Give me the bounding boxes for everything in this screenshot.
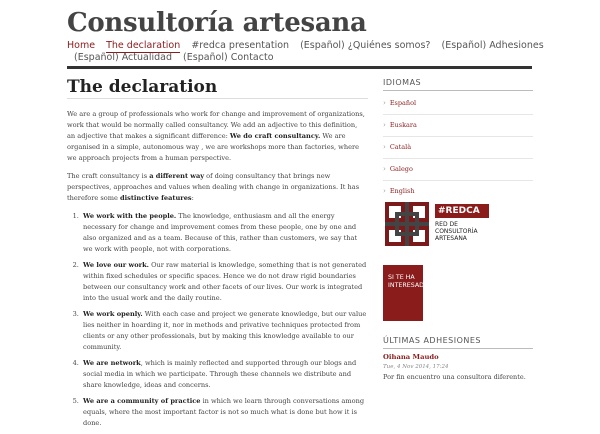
header-divider <box>67 66 532 69</box>
adhesions-divider <box>383 348 533 349</box>
list-item: 5. We are a community of practice in which we learn through conversations among equals, where the most important factor is not so much what is done but how it is done. <box>81 396 367 429</box>
language-link-eu[interactable]: › Euskara <box>383 115 533 137</box>
nav-item-quienes-somos[interactable]: (Español) ¿Quiénes somos? <box>300 40 431 51</box>
redca-subtitle: RED DE CONSULTORÍA ARTESANA <box>435 221 478 242</box>
sidebar-languages <box>383 78 533 202</box>
main-navigation <box>67 40 544 64</box>
redca-tag: #REDCA <box>435 204 489 218</box>
language-link-en[interactable]: › English <box>383 187 415 195</box>
list-item: 4. We are network, which is mainly reflected and supported through our blogs and social media in which we participate. Through these channels we distribute and share knowledge, ideas and concerns. <box>81 358 367 391</box>
chevron-right-icon: › <box>383 165 386 173</box>
title-divider <box>67 98 368 99</box>
language-link-ca[interactable]: › Català <box>383 137 533 159</box>
interested-banner[interactable]: SI TE HA INTERESADO... <box>383 265 423 321</box>
languages-heading: IDIOMAS <box>383 78 422 87</box>
adhesion-text: Por fin encuentro una consultora diferente. <box>383 373 526 381</box>
adhesion-author[interactable]: Oihana Maudo <box>383 353 439 361</box>
article-body <box>67 109 367 434</box>
chevron-right-icon: › <box>383 121 386 129</box>
chevron-right-icon: › <box>383 187 386 195</box>
adhesion-date: Tue, 4 Nov 2014, 17:24 <box>383 364 449 370</box>
nav-item-contacto[interactable]: (Español) Contacto <box>183 52 274 63</box>
knot-logo-icon <box>383 200 431 248</box>
language-link-gl[interactable]: › Galego <box>383 159 533 181</box>
chevron-right-icon: › <box>383 143 386 151</box>
list-item: 2. We love our work. Our raw material is knowledge, something that is not generated within fixed schedules or specific spaces. Hence we do not draw rigid boundaries between our consultancy work and other facets of our lives. Our work is integrated into the usual work and the daily routine. <box>81 260 367 304</box>
nav-item-adhesiones[interactable]: (Español) Adhesiones <box>441 40 544 51</box>
features-list <box>67 211 367 429</box>
list-item: 1. We work with the people. The knowledge, enthusiasm and all the energy necessary for change and improvement comes from these people, one by one and also organized and as a team. Because of this, rather than customers, we say that we work with people, not with corporations. <box>81 211 367 255</box>
nav-item-actualidad[interactable]: (Español) Actualidad <box>74 52 172 63</box>
site-title[interactable]: Consultoría artesana <box>67 8 367 38</box>
page-title: The declaration <box>67 77 218 97</box>
nav-item-redca-presentation[interactable]: #redca presentation <box>191 40 290 51</box>
list-item: 3. We work openly. With each case and project we generate knowledge, but our value lies neither in hoarding it, nor in methods and privative techniques protected from clients or any other professionals, but by making this knowledge available to our community. <box>81 309 367 353</box>
nav-item-home[interactable]: Home <box>67 40 96 51</box>
languages-divider <box>383 90 533 91</box>
redca-banner[interactable] <box>383 200 501 248</box>
nav-item-declaration[interactable]: The declaration <box>106 40 181 51</box>
adhesions-heading: ÚLTIMAS ADHESIONES <box>383 336 482 345</box>
chevron-right-icon: › <box>383 99 386 107</box>
paragraph-intro: We are a group of professionals who work for change and improvement of organizations, work that would be normally called consultancy. We add an adjective to this definition, an adjective that makes a significant difference: We do craft consultancy. We are organised in a simple, autonomous way , we are workshops more than factories, where we approach projects from a human perspective. <box>67 110 365 162</box>
latest-adhesions <box>383 336 533 381</box>
language-link-es[interactable]: › Español <box>383 93 533 115</box>
paragraph-features: The craft consultancy is a different way of doing consultancy that brings new perspectives, approaches and values when dealing with change in organizations. It has therefore some distinctive features: <box>67 172 360 202</box>
